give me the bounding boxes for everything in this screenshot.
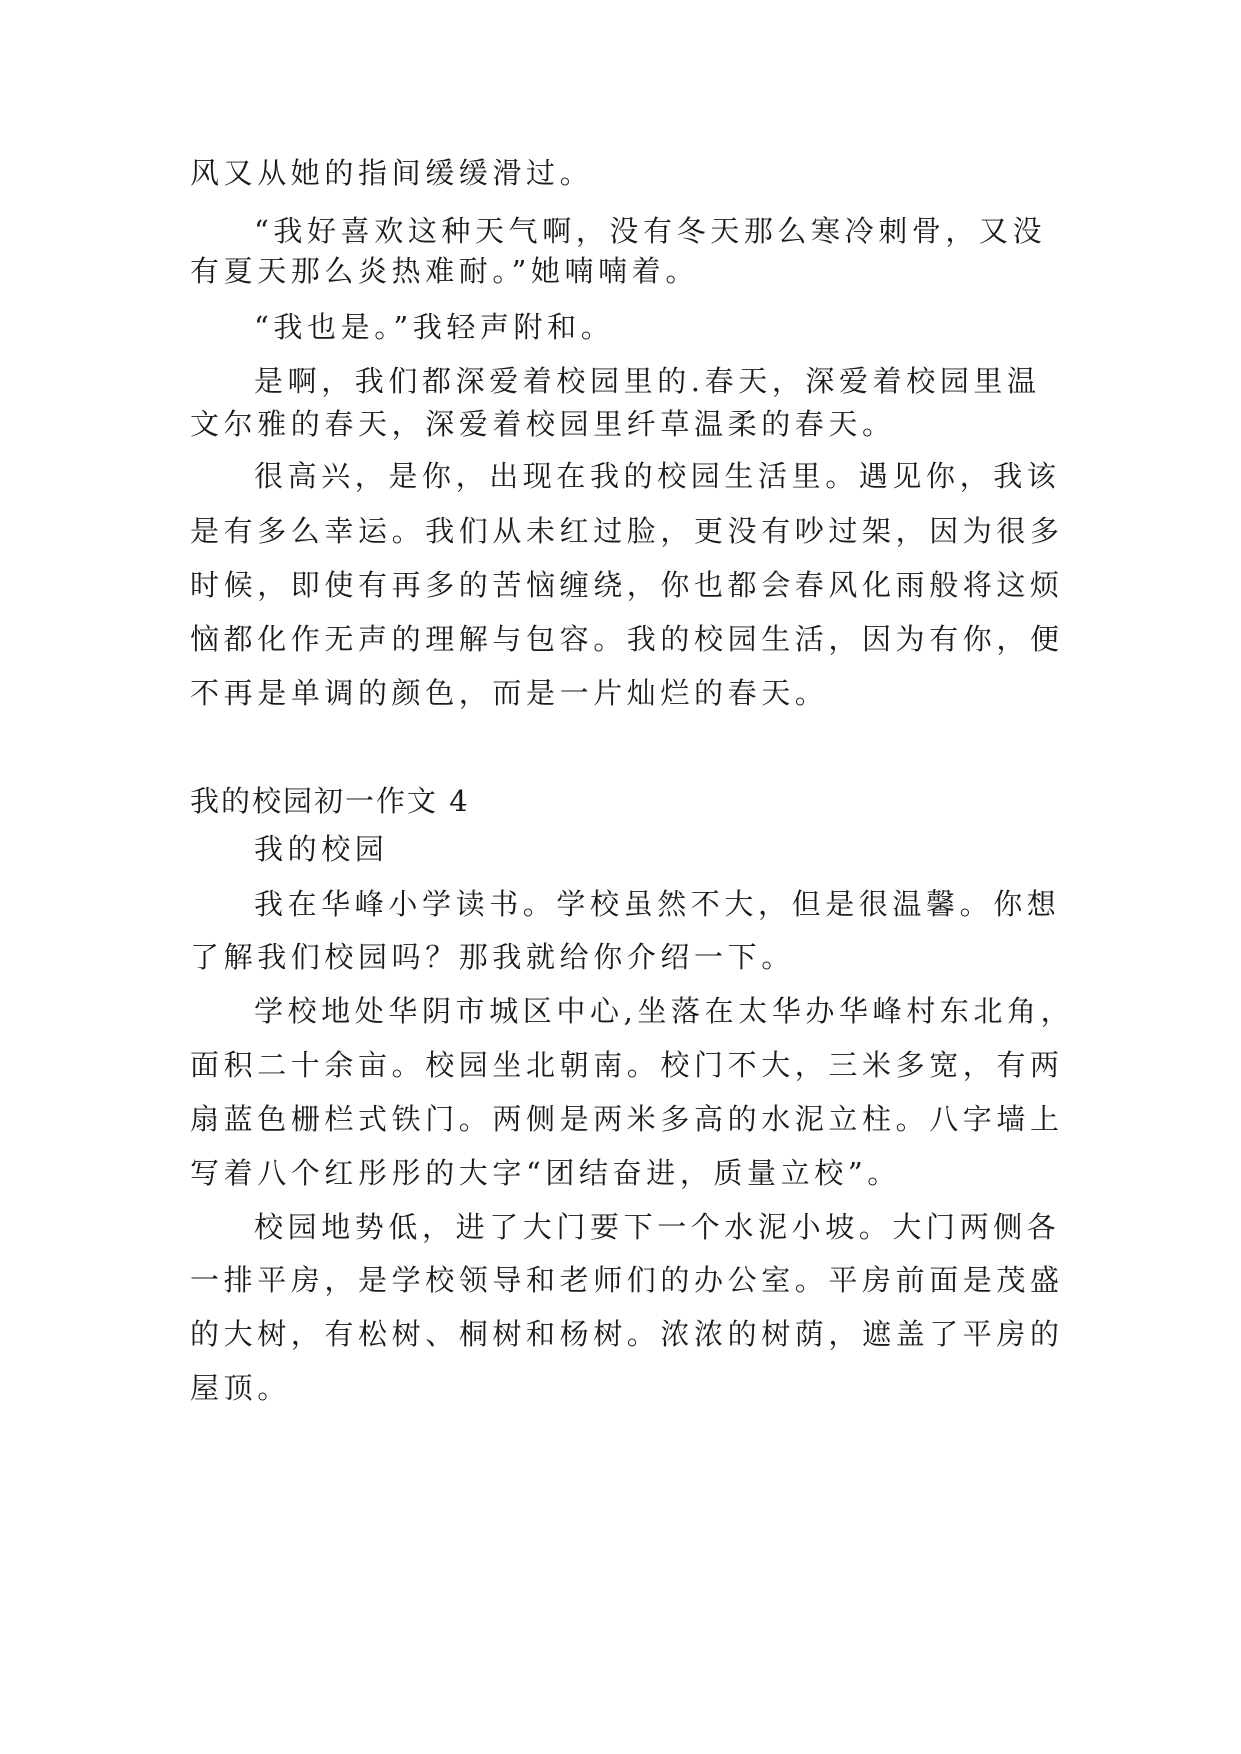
paragraph-line: 我在华峰小学读书。学校虽然不大，但是很温馨。你想 xyxy=(254,887,1061,921)
paragraph-line: “我也是。”我轻声附和。 xyxy=(254,310,615,344)
paragraph-line: 恼都化作无声的理解与包容。我的校园生活，因为有你，便 xyxy=(190,622,1064,656)
paragraph-line: 风又从她的指间缓缓滑过。 xyxy=(190,156,594,190)
paragraph-line: 学校地处华阴市城区中心,坐落在太华办华峰村东北角， xyxy=(254,994,1075,1028)
paragraph-line: 的大树，有松树、桐树和杨树。浓浓的树荫，遮盖了平房的 xyxy=(190,1317,1064,1351)
paragraph-line: 很高兴，是你，出现在我的校园生活里。遇见你，我该 xyxy=(254,459,1061,493)
paragraph-line: 时候，即使有再多的苦恼缠绕，你也都会春风化雨般将这烦 xyxy=(190,568,1064,602)
paragraph-line: 是有多么幸运。我们从未红过脸，更没有吵过架，因为很多 xyxy=(190,514,1064,548)
paragraph-line: 面积二十余亩。校园坐北朝南。校门不大，三米多宽，有两 xyxy=(190,1048,1064,1082)
paragraph-line: 文尔雅的春天，深爱着校园里纤草温柔的春天。 xyxy=(190,407,896,441)
paragraph-line: 屋顶。 xyxy=(190,1371,291,1405)
paragraph-line: 不再是单调的颜色，而是一片灿烂的春天。 xyxy=(190,676,829,710)
essay-subtitle: 我的校园 xyxy=(254,832,389,866)
paragraph-line: “我好喜欢这种天气啊，没有冬天那么寒冷刺骨，又没 xyxy=(254,214,1047,248)
paragraph-line: 了解我们校园吗？那我就给你介绍一下。 xyxy=(190,940,795,974)
paragraph-line: 校园地势低，进了大门要下一个水泥小坡。大门两侧各 xyxy=(254,1210,1061,1244)
paragraph-line: 是啊，我们都深爱着校园里的.春天，深爱着校园里温 xyxy=(254,364,1041,398)
section-title: 我的校园初一作文 4 xyxy=(190,784,470,818)
paragraph-line: 有夏天那么炎热难耐。”她喃喃着。 xyxy=(190,254,699,288)
paragraph-line: 扇蓝色栅栏式铁门。两侧是两米多高的水泥立柱。八字墙上 xyxy=(190,1102,1064,1136)
paragraph-line: 一排平房，是学校领导和老师们的办公室。平房前面是茂盛 xyxy=(190,1263,1064,1297)
paragraph-line: 写着八个红彤彤的大字“团结奋进，质量立校”。 xyxy=(190,1156,901,1190)
